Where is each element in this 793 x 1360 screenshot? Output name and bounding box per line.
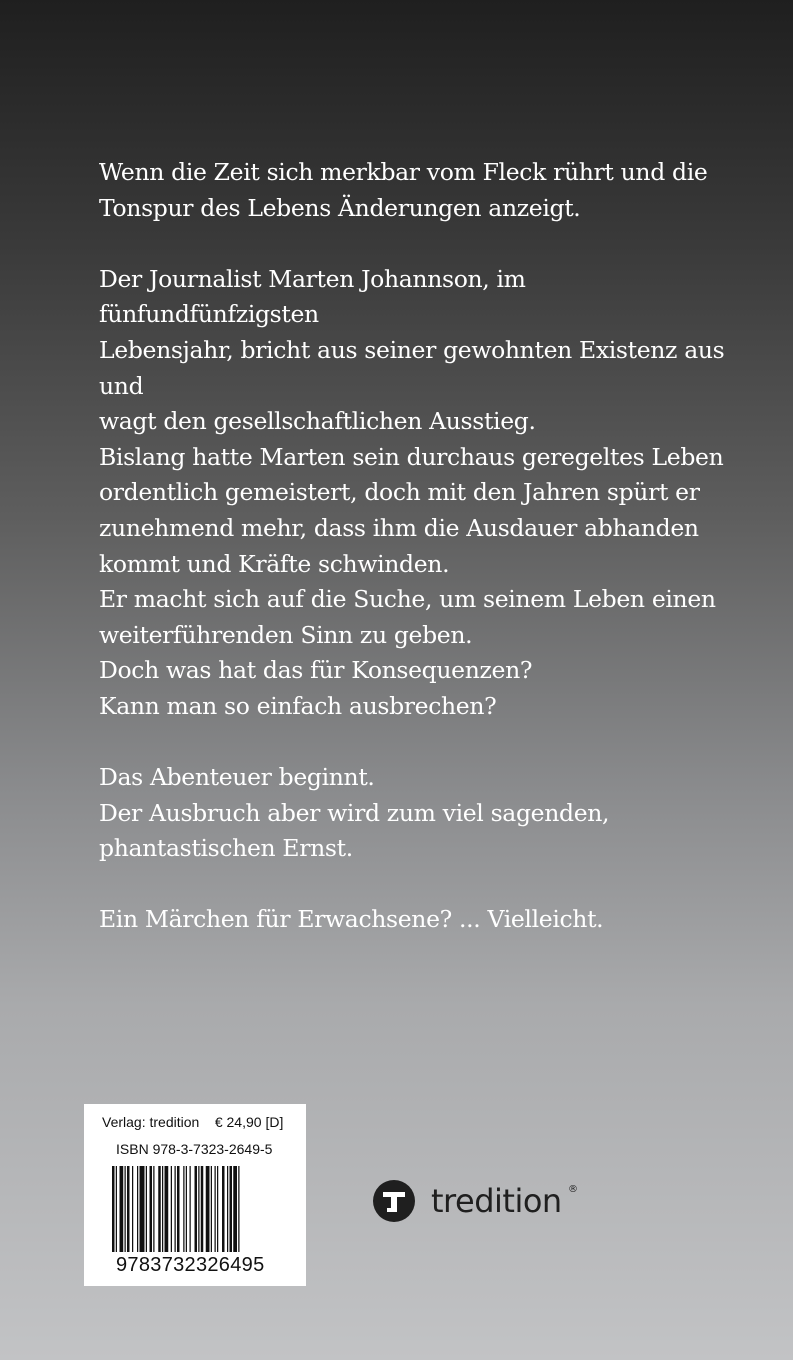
- body-line: wagt den gesellschaftlichen Ausstieg.: [99, 407, 536, 436]
- body-line: Der Journalist Marten Johannson, im fünfundfünfzigsten: [99, 264, 526, 329]
- barcode-bar: [150, 1166, 153, 1252]
- barcode-bars: [112, 1166, 280, 1252]
- barcode-bar: [198, 1166, 199, 1252]
- intro-line: Wenn die Zeit sich merkbar vom Fleck rührt und die: [99, 158, 708, 186]
- closing-line: Ein Märchen für Erwachsene? ... Vielleicht.: [99, 905, 604, 934]
- barcode-bar: [177, 1166, 180, 1252]
- barcode-bar: [230, 1166, 233, 1252]
- barcode-bar: [120, 1166, 124, 1252]
- price-line: Verlag: tredition € 24,90 [D]: [102, 1114, 284, 1130]
- barcode-bar: [186, 1166, 187, 1252]
- isbn-text: ISBN 978-3-7323-2649-5: [116, 1141, 273, 1157]
- barcode-bar: [146, 1166, 147, 1252]
- barcode-bar: [162, 1166, 163, 1252]
- body-line: weiterführenden Sinn zu geben.: [99, 620, 473, 649]
- barcode-bar: [211, 1166, 212, 1252]
- barcode-bar: [171, 1166, 172, 1252]
- barcode-bar: [222, 1166, 225, 1252]
- barcode-bar: [140, 1166, 145, 1252]
- barcode-bar: [158, 1166, 161, 1252]
- barcode-bar: [125, 1166, 126, 1252]
- adventure-line: phantastischen Ernst.: [99, 834, 353, 863]
- barcode-label: [84, 1104, 306, 1286]
- barcode-bar: [217, 1166, 218, 1252]
- barcode-bar: [175, 1166, 176, 1252]
- intro-line: Tonspur des Lebens Änderungen anzeigt.: [99, 193, 581, 222]
- body-line: zunehmend mehr, dass ihm die Ausdauer abhanden: [99, 513, 699, 542]
- adventure-line: Das Abenteuer beginnt.: [99, 763, 375, 792]
- tredition-t-icon: [373, 1180, 415, 1222]
- barcode-bar: [190, 1166, 191, 1252]
- barcode-bar: [238, 1166, 239, 1252]
- barcode-bar: [201, 1166, 204, 1252]
- barcode-bar: [137, 1166, 138, 1252]
- barcode-bar: [127, 1166, 130, 1252]
- barcode-bar: [112, 1166, 115, 1252]
- body-line: kommt und Kräfte schwinden.: [99, 549, 450, 578]
- barcode-bar: [206, 1166, 210, 1252]
- barcode-bar: [116, 1166, 117, 1252]
- body-line: Doch was hat das für Konsequenzen?: [99, 656, 533, 685]
- barcode-bar: [227, 1166, 228, 1252]
- body-line: Lebensjahr, bricht aus seiner gewohnten Existenz aus und: [99, 335, 725, 400]
- barcode-bar: [132, 1166, 133, 1252]
- barcode-bar: [195, 1166, 198, 1252]
- publisher-name: tredition: [431, 1182, 562, 1220]
- registered-mark: ®: [568, 1184, 578, 1195]
- body-line: Kann man so einfach ausbrechen?: [99, 691, 497, 720]
- back-cover-blurb: [99, 155, 749, 938]
- barcode-bar: [153, 1166, 154, 1252]
- body-line: Er macht sich auf die Suche, um seinem Leben einen: [99, 585, 716, 614]
- body-line: Bislang hatte Marten sein durchaus geregeltes Leben: [99, 442, 724, 471]
- barcode-bar: [165, 1166, 169, 1252]
- body-line: ordentlich gemeistert, doch mit den Jahren spürt er: [99, 478, 700, 507]
- adventure-line: Der Ausbruch aber wird zum viel sagenden,: [99, 798, 610, 827]
- barcode-number: 9783732326495: [116, 1254, 265, 1276]
- barcode-bar: [233, 1166, 237, 1252]
- barcode-bar: [215, 1166, 216, 1252]
- barcode-bar: [183, 1166, 184, 1252]
